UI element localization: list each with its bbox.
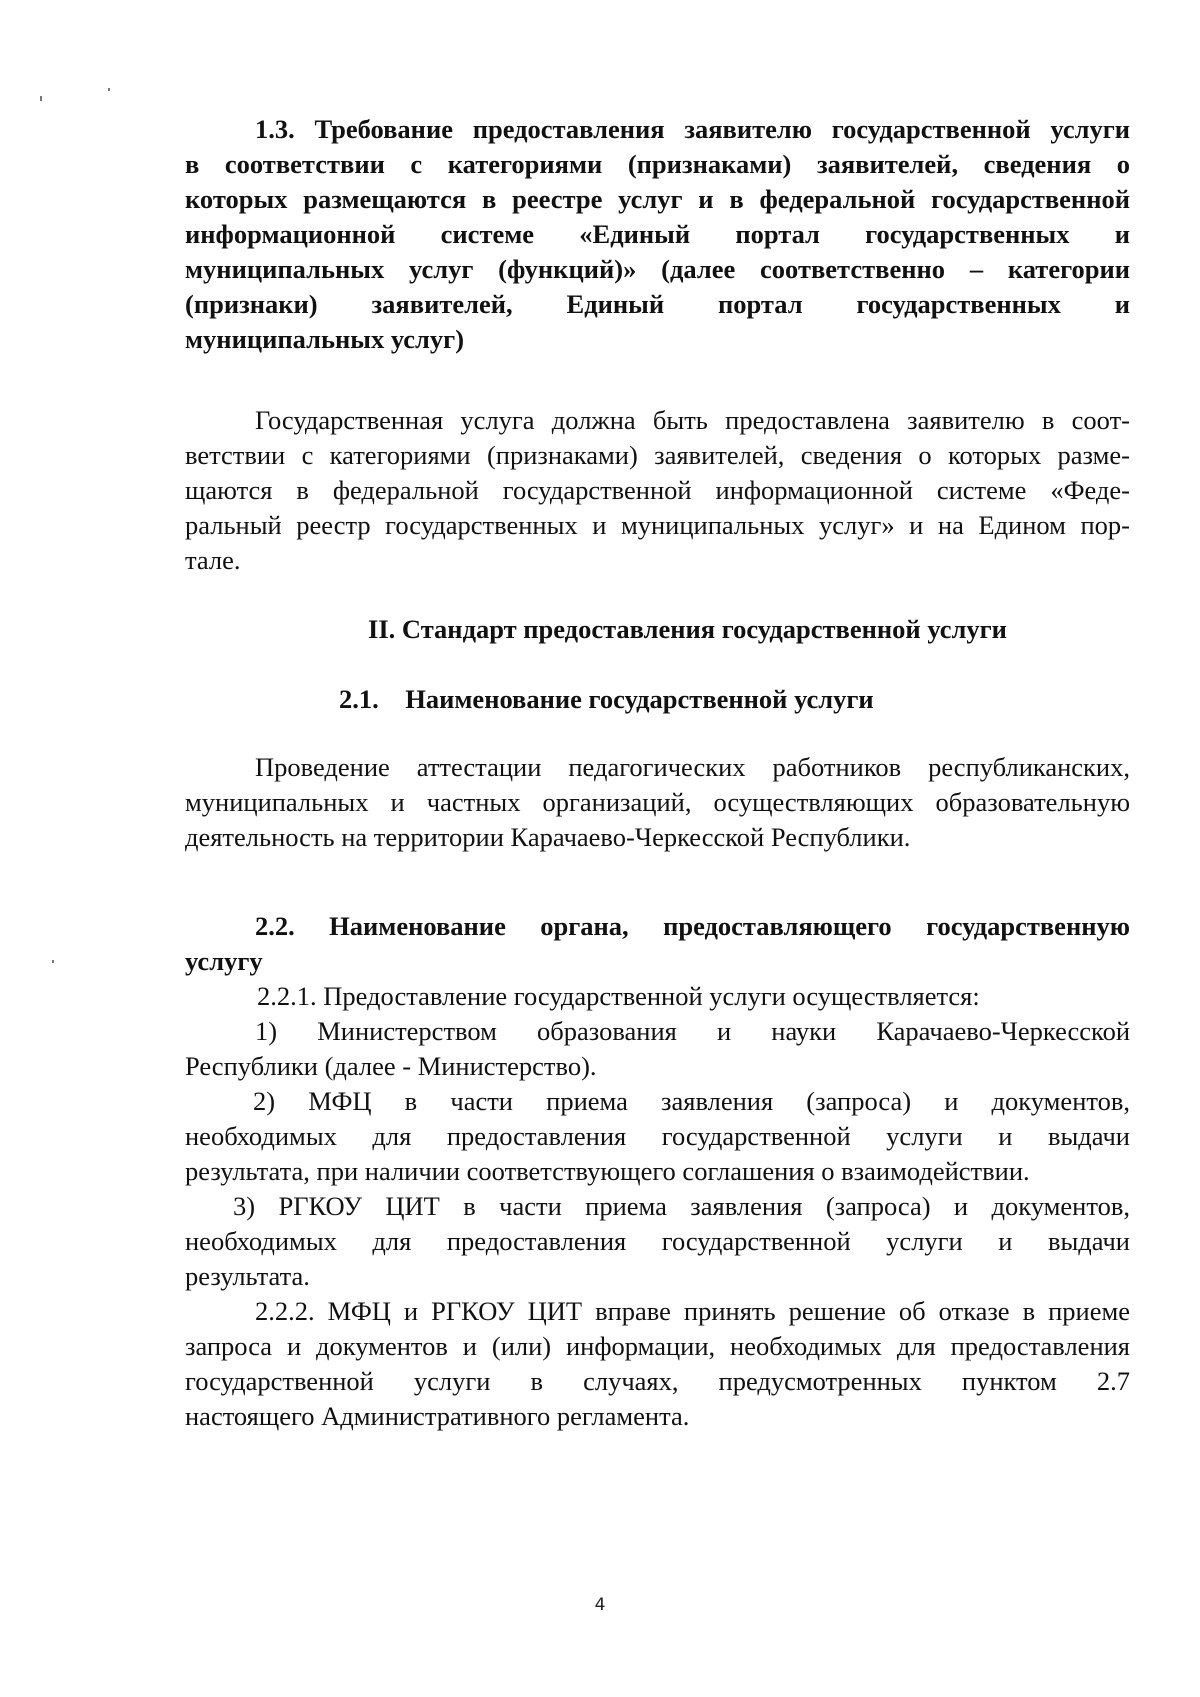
item-line: 2.2.2. МФЦ и РГКОУ ЦИТ вправе принять решение об отказе в приеме xyxy=(255,1296,1130,1326)
scan-speck xyxy=(52,960,54,963)
paragraph-line: Государственная услуга должна быть предоставлена заявителю в соот- xyxy=(255,405,1130,435)
paragraph-line: тале. xyxy=(185,545,241,575)
scan-speck xyxy=(108,88,110,91)
heading-line: муниципальных услуг (функций)» (далее соответственно – категории xyxy=(185,254,1130,284)
item-line: 3) РГКОУ ЦИТ в части приема заявления (запроса) и документов, xyxy=(233,1191,1130,1221)
item-line: результата. xyxy=(185,1261,310,1291)
heading-line: 1.3. Требование предоставления заявителю государственной услуги xyxy=(255,114,1130,144)
heading-line: услугу xyxy=(185,946,263,976)
heading-line: которых размещаются в реестре услуг и в федеральной государственной xyxy=(185,184,1130,214)
item-line: 2) МФЦ в части приема заявления (запроса) и документов, xyxy=(253,1086,1130,1116)
section-2-1-heading: 2.1. Наименование государственной услуги xyxy=(339,684,874,714)
section-2-2-heading xyxy=(185,909,1130,979)
section-1-3-heading xyxy=(185,112,1130,357)
heading-line: информационной системе «Единый портал государственных и xyxy=(185,219,1130,249)
heading-line: (признаки) заявителей, Единый портал государственных и xyxy=(185,289,1130,319)
paragraph-line: Проведение аттестации педагогических работников республиканских, xyxy=(255,752,1130,782)
item-line: настоящего Административного регламента. xyxy=(185,1401,690,1431)
item-2-2-1: 2.2.1. Предоставление государственной услуги осуществляется: xyxy=(257,981,980,1011)
item-2-2-2 xyxy=(185,1294,1130,1434)
section-2-title: II. Стандарт предоставления государственной услуги xyxy=(368,614,1007,644)
paragraph-line: муниципальных и частных организаций, осуществляющих образовательную xyxy=(185,787,1130,817)
item-3 xyxy=(185,1189,1130,1294)
document-body xyxy=(185,112,1130,1434)
item-2 xyxy=(185,1084,1130,1189)
page-number: 4 xyxy=(594,1595,606,1615)
item-line: запроса и документов и (или) информации, необходимых для предоставления xyxy=(185,1331,1130,1361)
paragraph-line: ральный реестр государственных и муниципальных услуг» и на Едином пор- xyxy=(185,510,1130,540)
item-line: результата, при наличии соответствующего соглашения о взаимодействии. xyxy=(185,1156,1030,1186)
paragraph-line: ветствии с категориями (признаками) заявителей, сведения о которых разме- xyxy=(185,440,1130,470)
section-1-3-paragraph xyxy=(185,403,1130,578)
item-line: необходимых для предоставления государственной услуги и выдачи xyxy=(185,1121,1130,1151)
item-line: необходимых для предоставления государственной услуги и выдачи xyxy=(185,1226,1130,1256)
item-line: государственной услуги в случаях, предусмотренных пунктом 2.7 xyxy=(185,1366,1130,1396)
scan-speck xyxy=(40,96,42,101)
heading-line: муниципальных услуг) xyxy=(185,324,465,354)
paragraph-line: щаются в федеральной государственной информационной системе «Феде- xyxy=(185,475,1130,505)
item-line: Республики (далее - Министерство). xyxy=(185,1051,597,1081)
item-line: 1) Министерством образования и науки Карачаево-Черкесской xyxy=(255,1016,1130,1046)
paragraph-line: деятельность на территории Карачаево-Черкесской Республики. xyxy=(185,822,911,852)
item-1 xyxy=(185,1014,1130,1084)
section-2-1-paragraph xyxy=(185,750,1130,855)
heading-line: в соответствии с категориями (признаками) заявителей, сведения о xyxy=(185,149,1130,179)
heading-line: 2.2. Наименование органа, предоставляющего государственную xyxy=(255,911,1130,941)
